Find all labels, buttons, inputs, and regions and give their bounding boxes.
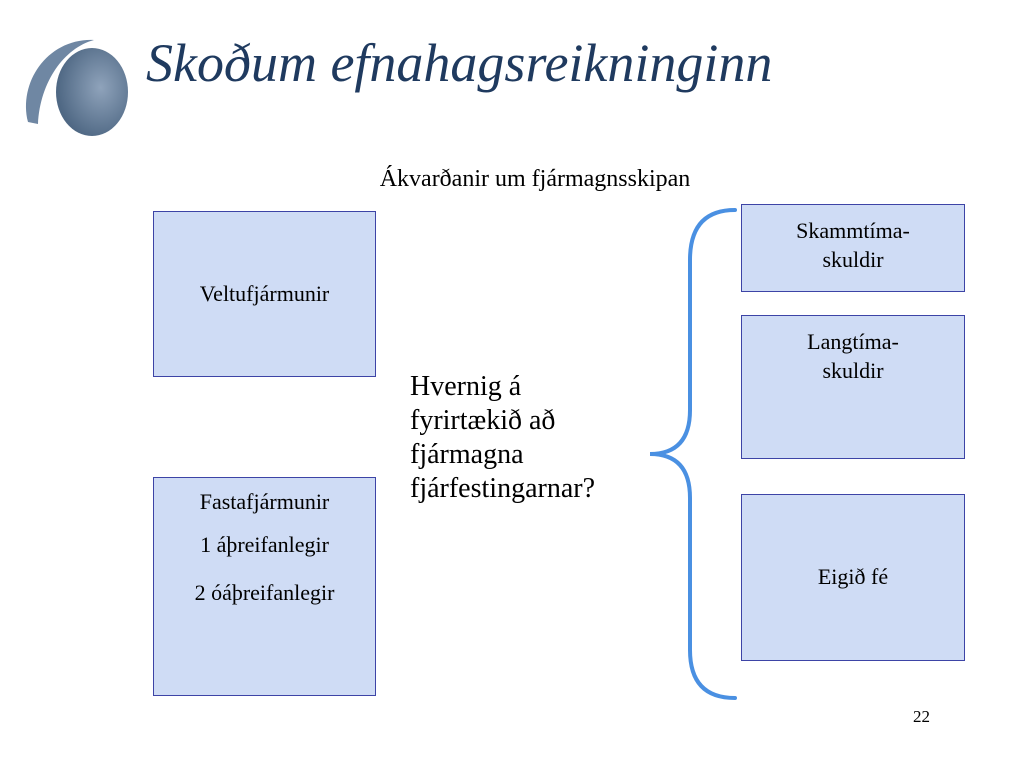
skammtima-line: Skammtíma-	[796, 218, 910, 243]
question-line: fjárfestingarnar?	[410, 473, 595, 504]
fastafjarmunir-heading: Fastafjármunir	[199, 489, 330, 514]
langtima-line: Langtíma-	[807, 329, 899, 354]
veltufjarmunir-box	[153, 211, 376, 377]
question-line: fjármagna	[410, 439, 524, 470]
slide-subtitle: Ákvarðanir um fjármagnsskipan	[379, 166, 691, 192]
curly-brace	[640, 200, 740, 710]
langtima-line: skuldir	[822, 357, 884, 383]
slide-title: Skoðum efnahagsreikninginn	[146, 33, 773, 93]
question-line: fyrirtækið að	[410, 405, 556, 436]
page-number: 22	[913, 707, 930, 726]
fastafjarmunir-item: 2 óáþreifanlegir	[194, 580, 335, 606]
veltufjarmunir-label: Veltufjármunir	[199, 280, 330, 306]
eigid-fe-box	[741, 494, 965, 661]
skammtimaskuldir-box	[741, 204, 965, 292]
langtimaskuldir-box	[741, 315, 965, 459]
logo	[18, 32, 134, 140]
financing-question	[410, 370, 595, 506]
fastafjarmunir-box	[153, 477, 376, 696]
question-line: Hvernig á	[410, 371, 522, 402]
fastafjarmunir-item: 1 áþreifanlegir	[200, 531, 329, 557]
eigid-fe-label: Eigið fé	[817, 564, 889, 590]
skammtima-line: skuldir	[822, 246, 884, 272]
